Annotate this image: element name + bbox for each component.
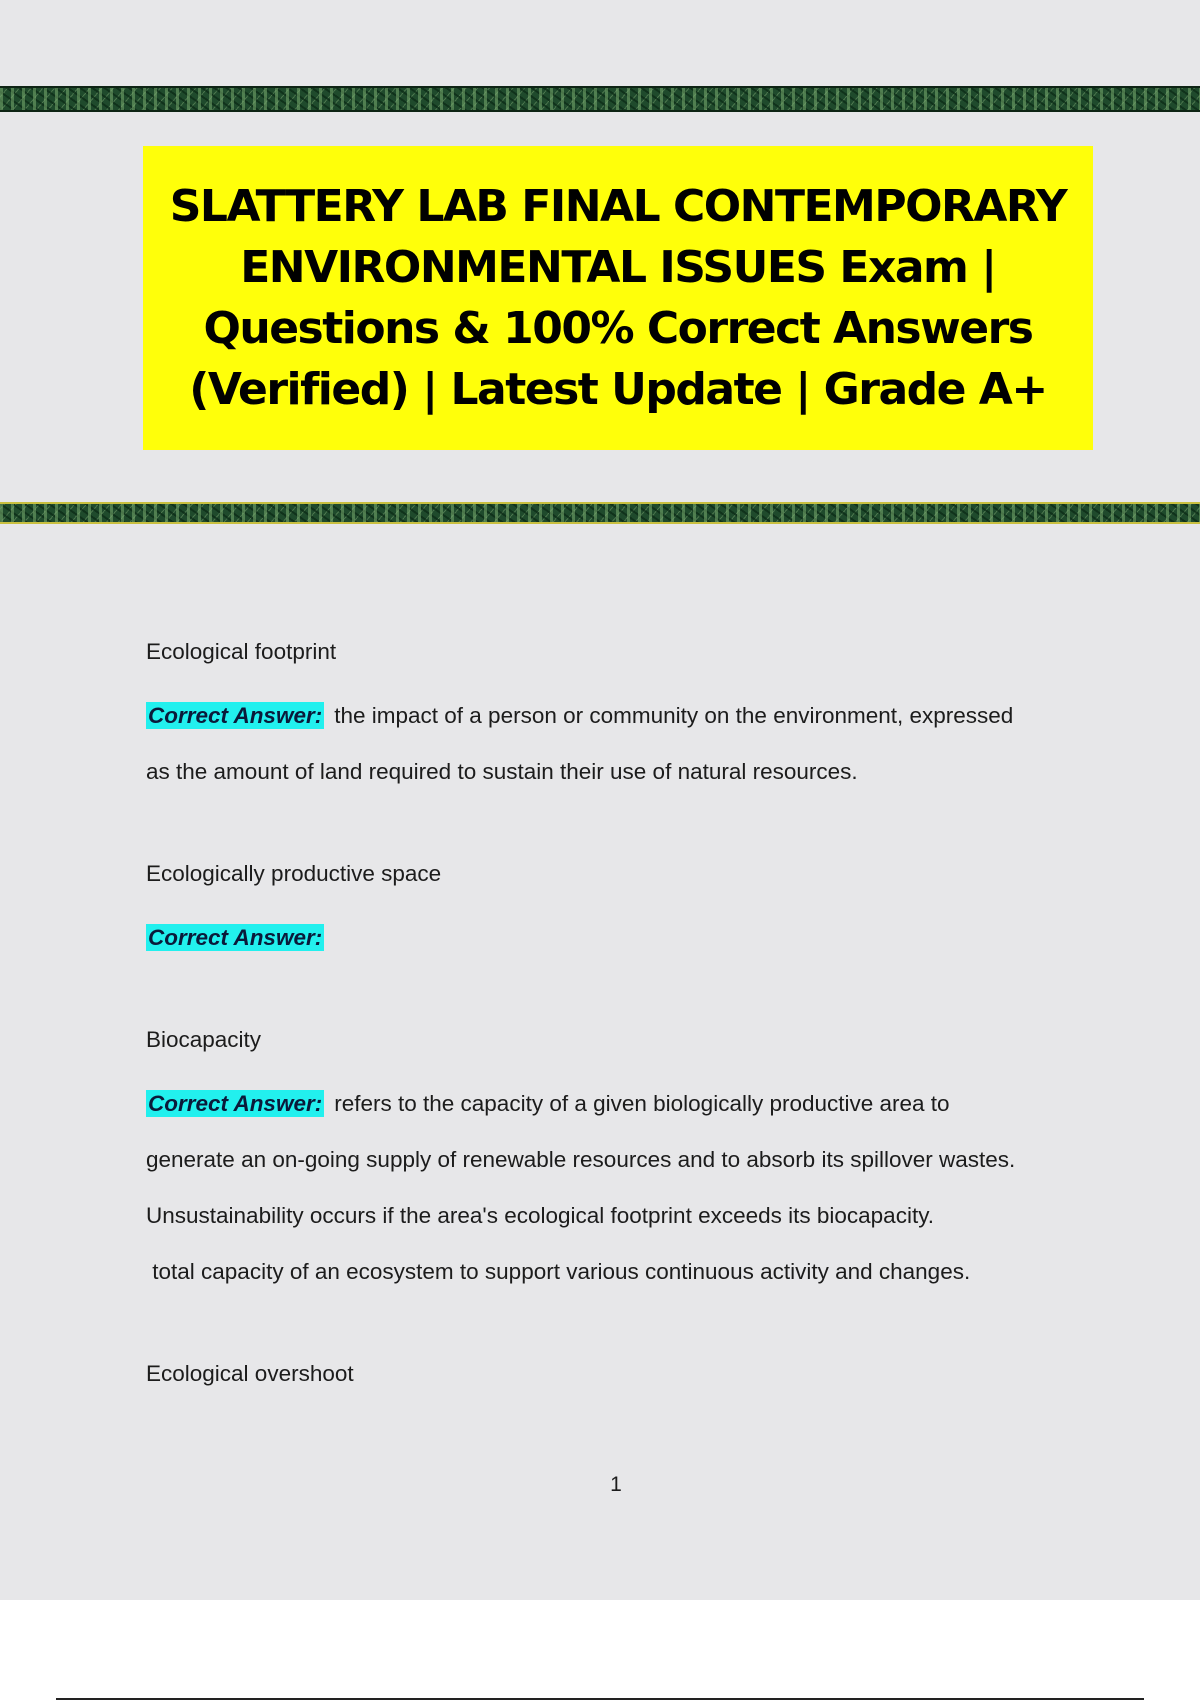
answer-line	[146, 910, 1096, 966]
correct-answer-label: Correct Answer:	[148, 703, 323, 728]
answer-text: the impact of a person or community on the environment, expressed	[334, 703, 1014, 728]
correct-answer-label: Correct Answer:	[148, 1091, 323, 1116]
answer-continuation: as the amount of land required to sustain their use of natural resources.	[146, 759, 858, 784]
title-highlight-box	[143, 146, 1093, 450]
qa-content	[146, 632, 1096, 1410]
qa-item	[146, 1020, 1096, 1300]
answer-continuation: total capacity of an ecosystem to support various continuous activity and changes.	[146, 1259, 971, 1284]
answer-continuation: Unsustainability occurs if the area's ecological footprint exceeds its biocapacity.	[146, 1203, 935, 1228]
qa-item	[146, 854, 1096, 966]
spacer	[146, 966, 1096, 1020]
correct-answer-label: Correct Answer:	[148, 925, 323, 950]
page-number: 1	[610, 1473, 622, 1496]
top-decorative-band	[0, 86, 1200, 112]
bottom-decorative-band	[0, 502, 1200, 524]
spacer	[146, 1300, 1096, 1354]
document-title: SLATTERY LAB FINAL CONTEMPORARY ENVIRONMENTAL ISSUES Exam | Questions & 100% Correct Answers (Verified) | Latest Update | Grade A+	[169, 181, 1067, 415]
qa-item	[146, 1354, 1096, 1410]
spacer	[146, 800, 1096, 854]
answer-line	[146, 1076, 1096, 1132]
question-text: Ecological footprint	[146, 639, 337, 664]
question-text: Ecological overshoot	[146, 1361, 354, 1386]
question-text: Biocapacity	[146, 1027, 262, 1052]
qa-item	[146, 632, 1096, 800]
answer-continuation: generate an on-going supply of renewable resources and to absorb its spillover wastes.	[146, 1147, 1016, 1172]
question-text: Ecologically productive space	[146, 861, 442, 886]
answer-line	[146, 688, 1096, 744]
answer-text: refers to the capacity of a given biologically productive area to	[334, 1091, 950, 1116]
